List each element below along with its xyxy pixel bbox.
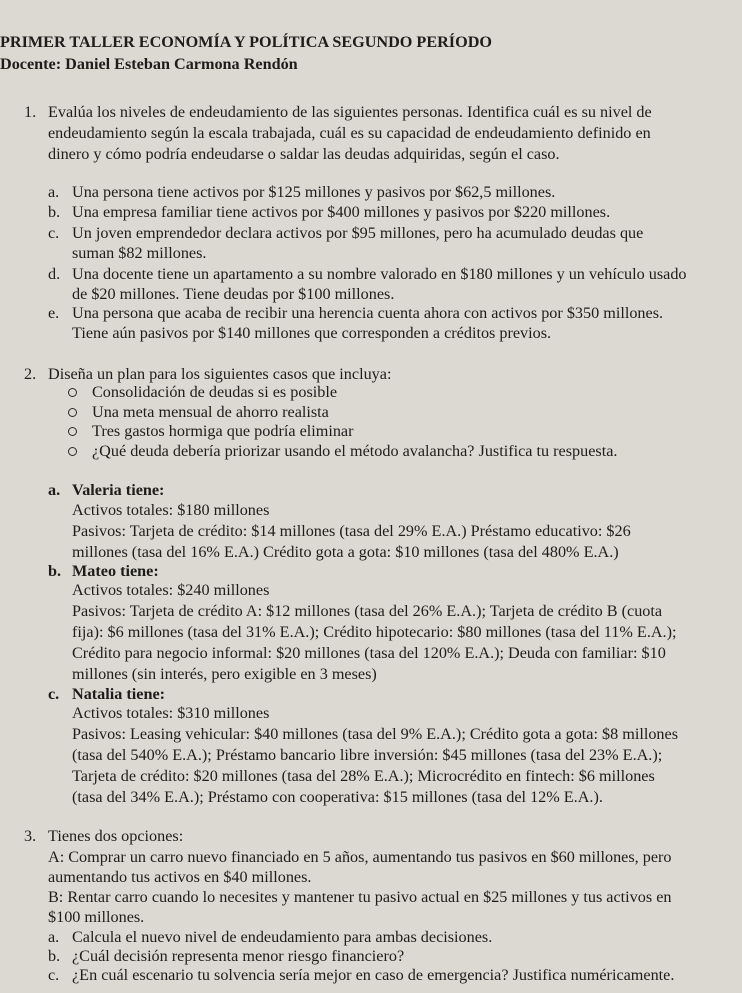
question-2-text: Diseña un plan para los siguientes casos que incluya: — [48, 365, 392, 383]
case-a-title: Valeria tiene: — [72, 481, 165, 499]
q3-option-line: aumentando tus activos en $40 millones. — [48, 868, 312, 886]
bullet-icon — [68, 427, 77, 436]
q3-item-b: ¿Cuál decisión representa menor riesgo financiero? — [72, 947, 405, 965]
q1-item-letter: b. — [48, 203, 61, 221]
bullet-icon — [68, 388, 77, 397]
q3-item-c: ¿En cuál escenario tu solvencia sería mejor en caso de emergencia? Justifica numéricamente. — [72, 966, 675, 984]
q2-bullet: Tres gastos hormiga que podría eliminar — [92, 422, 354, 440]
case-b-line: millones (sin interés, pero exigible en 3 meses) — [72, 665, 377, 683]
teacher-name: Docente: Daniel Esteban Carmona Rendón — [0, 55, 298, 73]
q1-item-c: Un joven emprendedor declara activos por $95 millones, pero ha acumulado deudas que — [72, 224, 644, 242]
q1-item-e-cont: Tiene aún pasivos por $140 millones que corresponden a créditos previos. — [72, 324, 552, 342]
case-letter: c. — [48, 685, 60, 703]
q1-item-a: Una persona tiene activos por $125 millones y pasivos por $62,5 millones. — [72, 183, 556, 201]
q3-item-letter: c. — [48, 966, 60, 984]
q3-option-line: A: Comprar un carro nuevo financiado en 5 años, aumentando tus pasivos en $60 millones, pero — [48, 848, 672, 866]
q1-item-letter: a. — [48, 183, 60, 201]
question-1-text-line: Evalúa los niveles de endeudamiento de las siguientes personas. Identifica cuál es su nivel de — [48, 103, 652, 121]
q1-item-e: Una persona que acaba de recibir una herencia cuenta ahora con activos por $350 millones. — [72, 304, 664, 322]
case-a-line: millones (tasa del 16% E.A.) Crédito gota a gota: $10 millones (tasa del 480% E.A.) — [72, 543, 619, 561]
q1-item-d-cont: de $20 millones. Tiene deudas por $100 millones. — [72, 285, 395, 303]
case-a-line: Pasivos: Tarjeta de crédito: $14 millones (tasa del 29% E.A.) Préstamo educativo: $26 — [72, 522, 631, 540]
q2-bullet: Una meta mensual de ahorro realista — [92, 403, 329, 421]
q2-bullet: ¿Qué deuda debería priorizar usando el método avalancha? Justifica tu respuesta. — [92, 442, 618, 460]
q2-bullet: Consolidación de deudas si es posible — [92, 383, 338, 401]
question-1-number: 1. — [24, 103, 37, 121]
case-a-line: Activos totales: $180 millones — [72, 501, 270, 519]
case-c-line: Activos totales: $310 millones — [72, 704, 270, 722]
q1-item-letter: c. — [48, 224, 60, 242]
bullet-icon — [68, 408, 77, 417]
q1-item-c-cont: suman $82 millones. — [72, 244, 207, 262]
case-b-line: fija): $6 millones (tasa del 31% E.A.); Crédito hipotecario: $80 millones (tasa del 11% E.A.); — [72, 623, 677, 641]
case-b-title: Mateo tiene: — [72, 562, 159, 580]
q3-item-letter: a. — [48, 928, 60, 946]
bullet-icon — [68, 447, 77, 456]
q3-item-a: Calcula el nuevo nivel de endeudamiento para ambas decisiones. — [72, 928, 493, 946]
q3-option-line: B: Rentar carro cuando lo necesites y mantener tu pasivo actual en $25 millones y tus activos en — [48, 888, 672, 906]
case-c-line: Pasivos: Leasing vehicular: $40 millones (tasa del 9% E.A.); Crédito gota a gota: $8 millones — [72, 725, 679, 743]
case-b-line: Activos totales: $240 millones — [72, 581, 270, 599]
case-c-line: Tarjeta de crédito: $20 millones (tasa del 28% E.A.); Microcrédito en fintech: $6 millones — [72, 767, 655, 785]
case-b-line: Pasivos: Tarjeta de crédito A: $12 millones (tasa del 26% E.A.); Tarjeta de crédito B (cuota — [72, 602, 663, 620]
case-letter: b. — [48, 562, 62, 580]
q1-item-d: Una docente tiene un apartamento a su nombre valorado en $180 millones y un vehículo usado — [72, 265, 687, 283]
case-letter: a. — [48, 481, 61, 499]
q1-item-letter: e. — [48, 304, 60, 322]
case-c-title: Natalia tiene: — [72, 685, 166, 703]
case-c-line: (tasa del 540% E.A.); Préstamo bancario libre inversión: $45 millones (tasa del 23% E.A.); — [72, 746, 663, 764]
q1-item-b: Una empresa familiar tiene activos por $400 millones y pasivos por $220 millones. — [72, 203, 611, 221]
page-title: PRIMER TALLER ECONOMÍA Y POLÍTICA SEGUNDO PERÍODO — [0, 33, 492, 51]
case-c-line: (tasa del 34% E.A.); Préstamo con cooperativa: $15 millones (tasa del 12% E.A.). — [72, 788, 603, 806]
case-b-line: Crédito para negocio informal: $20 millones (tasa del 120% E.A.); Deuda con familiar: $10 — [72, 644, 666, 662]
question-3-text: Tienes dos opciones: — [48, 827, 184, 845]
question-2-number: 2. — [24, 365, 37, 383]
q3-item-letter: b. — [48, 947, 61, 965]
q1-item-letter: d. — [48, 265, 61, 283]
question-3-number: 3. — [24, 827, 37, 845]
question-1-text-line: endeudamiento según la escala trabajada, cuál es su capacidad de endeudamiento definido en — [48, 124, 651, 142]
q3-option-line: $100 millones. — [48, 908, 145, 926]
question-1-text-line: dinero y cómo podría endeudarse o saldar las deudas adquiridas, según el caso. — [48, 145, 560, 163]
